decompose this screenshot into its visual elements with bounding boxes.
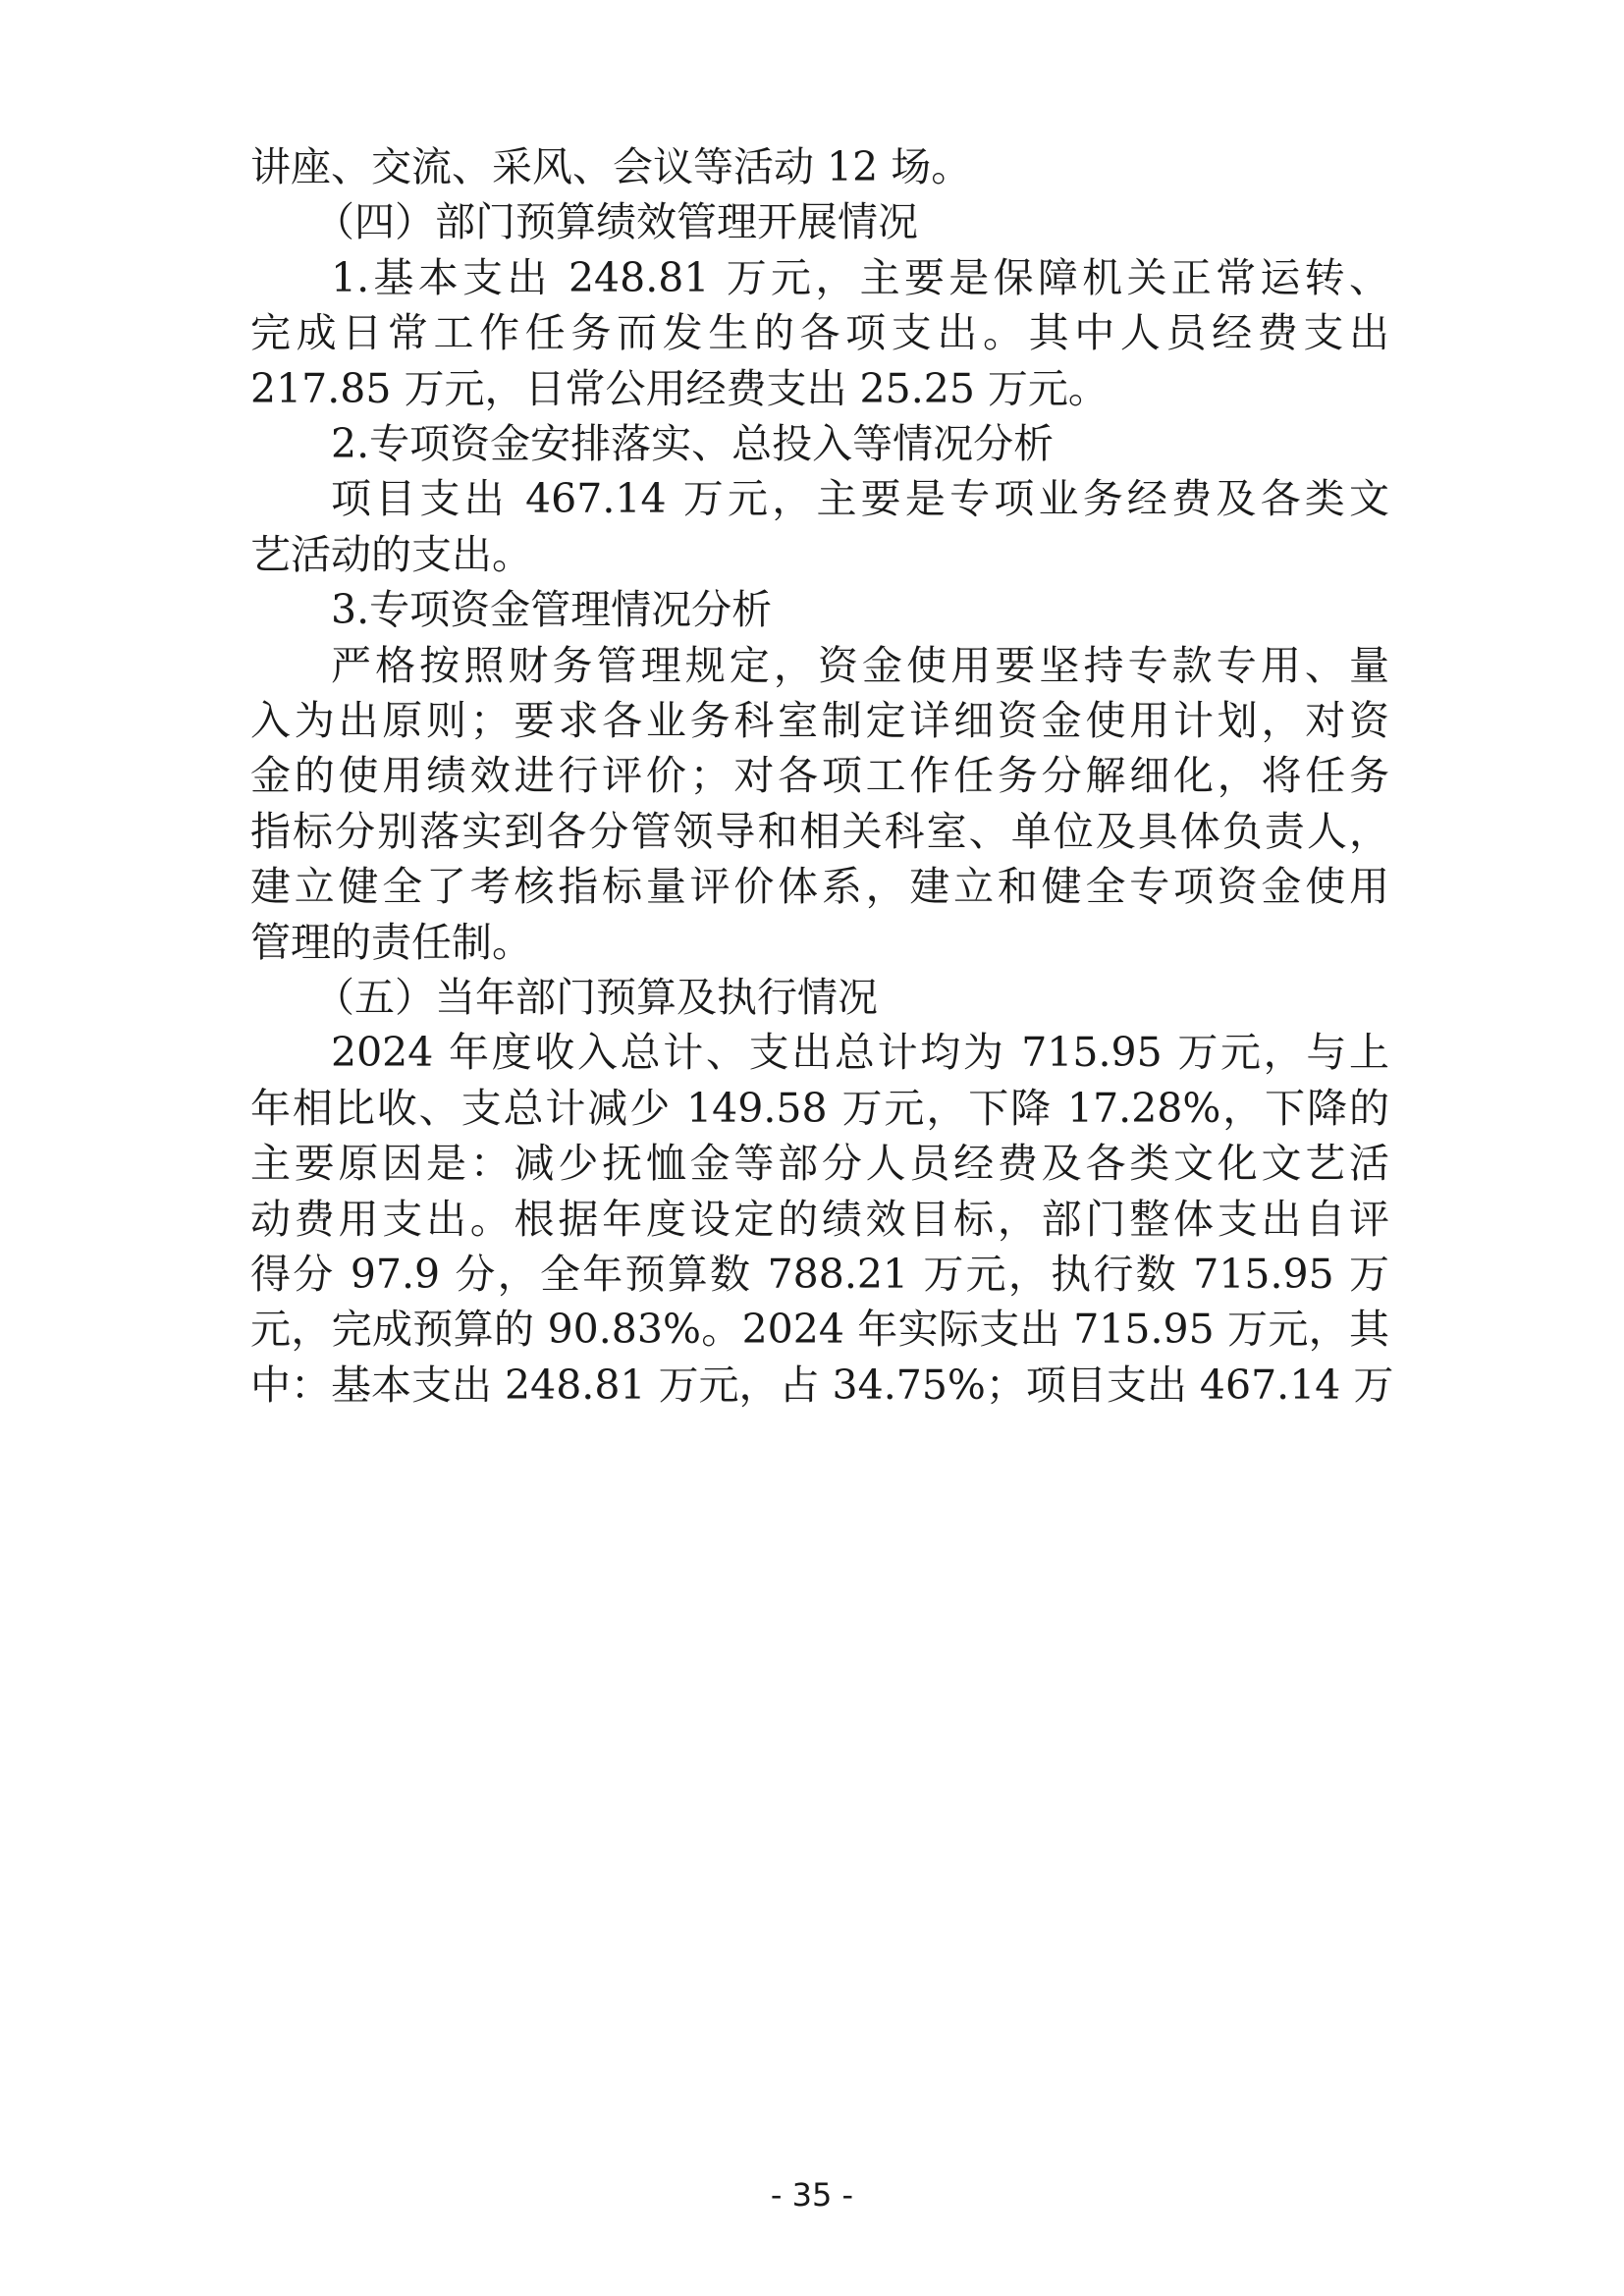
paragraph-line: 2.专项资金安排落实、总投入等情况分析: [331, 420, 1055, 467]
paragraph-line: 项目支出 467.14 万元，主要是专项业务经费及各类文: [331, 475, 1389, 523]
paragraph-line: 217.85 万元，日常公用经费支出 25.25 万元。: [250, 364, 1109, 412]
paragraph-line: 指标分别落实到各分管领导和相关科室、单位及具体负责人，: [250, 807, 1389, 855]
paragraph-line: 严格按照财务管理规定，资金使用要坚持专款专用、量: [331, 641, 1389, 689]
paragraph-line: 1.基本支出 248.81 万元，主要是保障机关正常运转、: [331, 253, 1389, 301]
paragraph-line: 主要原因是：减少抚恤金等部分人员经费及各类文化文艺活: [250, 1140, 1389, 1188]
section-heading: （四）部门预算绩效管理开展情况: [314, 198, 918, 246]
paragraph-line: 得分 97.9 分，全年预算数 788.21 万元，执行数 715.95 万: [250, 1251, 1389, 1298]
paragraph-line: 建立健全了考核指标量评价体系，建立和健全专项资金使用: [250, 863, 1389, 911]
paragraph-line: 管理的责任制。: [250, 918, 532, 966]
paragraph-line: 讲座、交流、采风、会议等活动 12 场。: [250, 143, 972, 190]
section-heading: （五）当年部门预算及执行情况: [314, 974, 878, 1021]
paragraph-line: 中：基本支出 248.81 万元，占 34.75%；项目支出 467.14 万: [250, 1361, 1394, 1409]
paragraph-line: 完成日常工作任务而发生的各项支出。其中人员经费支出: [250, 309, 1389, 357]
paragraph-line: 年相比收、支总计减少 149.58 万元，下降 17.28%，下降的: [250, 1084, 1389, 1132]
paragraph-line: 入为出原则；要求各业务科室制定详细资金使用计划，对资: [250, 697, 1389, 744]
paragraph-line: 元，完成预算的 90.83%。2024 年实际支出 715.95 万元，其: [250, 1306, 1389, 1354]
paragraph-line: 动费用支出。根据年度设定的绩效目标，部门整体支出自评: [250, 1195, 1389, 1243]
page-number: - 35 -: [770, 2176, 854, 2214]
paragraph-line: 金的使用绩效进行评价；对各项工作任务分解细化，将任务: [250, 752, 1389, 800]
paragraph-line: 艺活动的支出。: [250, 530, 532, 578]
paragraph-line: 3.专项资金管理情况分析: [331, 586, 773, 634]
paragraph-line: 2024 年度收入总计、支出总计均为 715.95 万元，与上: [331, 1029, 1389, 1077]
